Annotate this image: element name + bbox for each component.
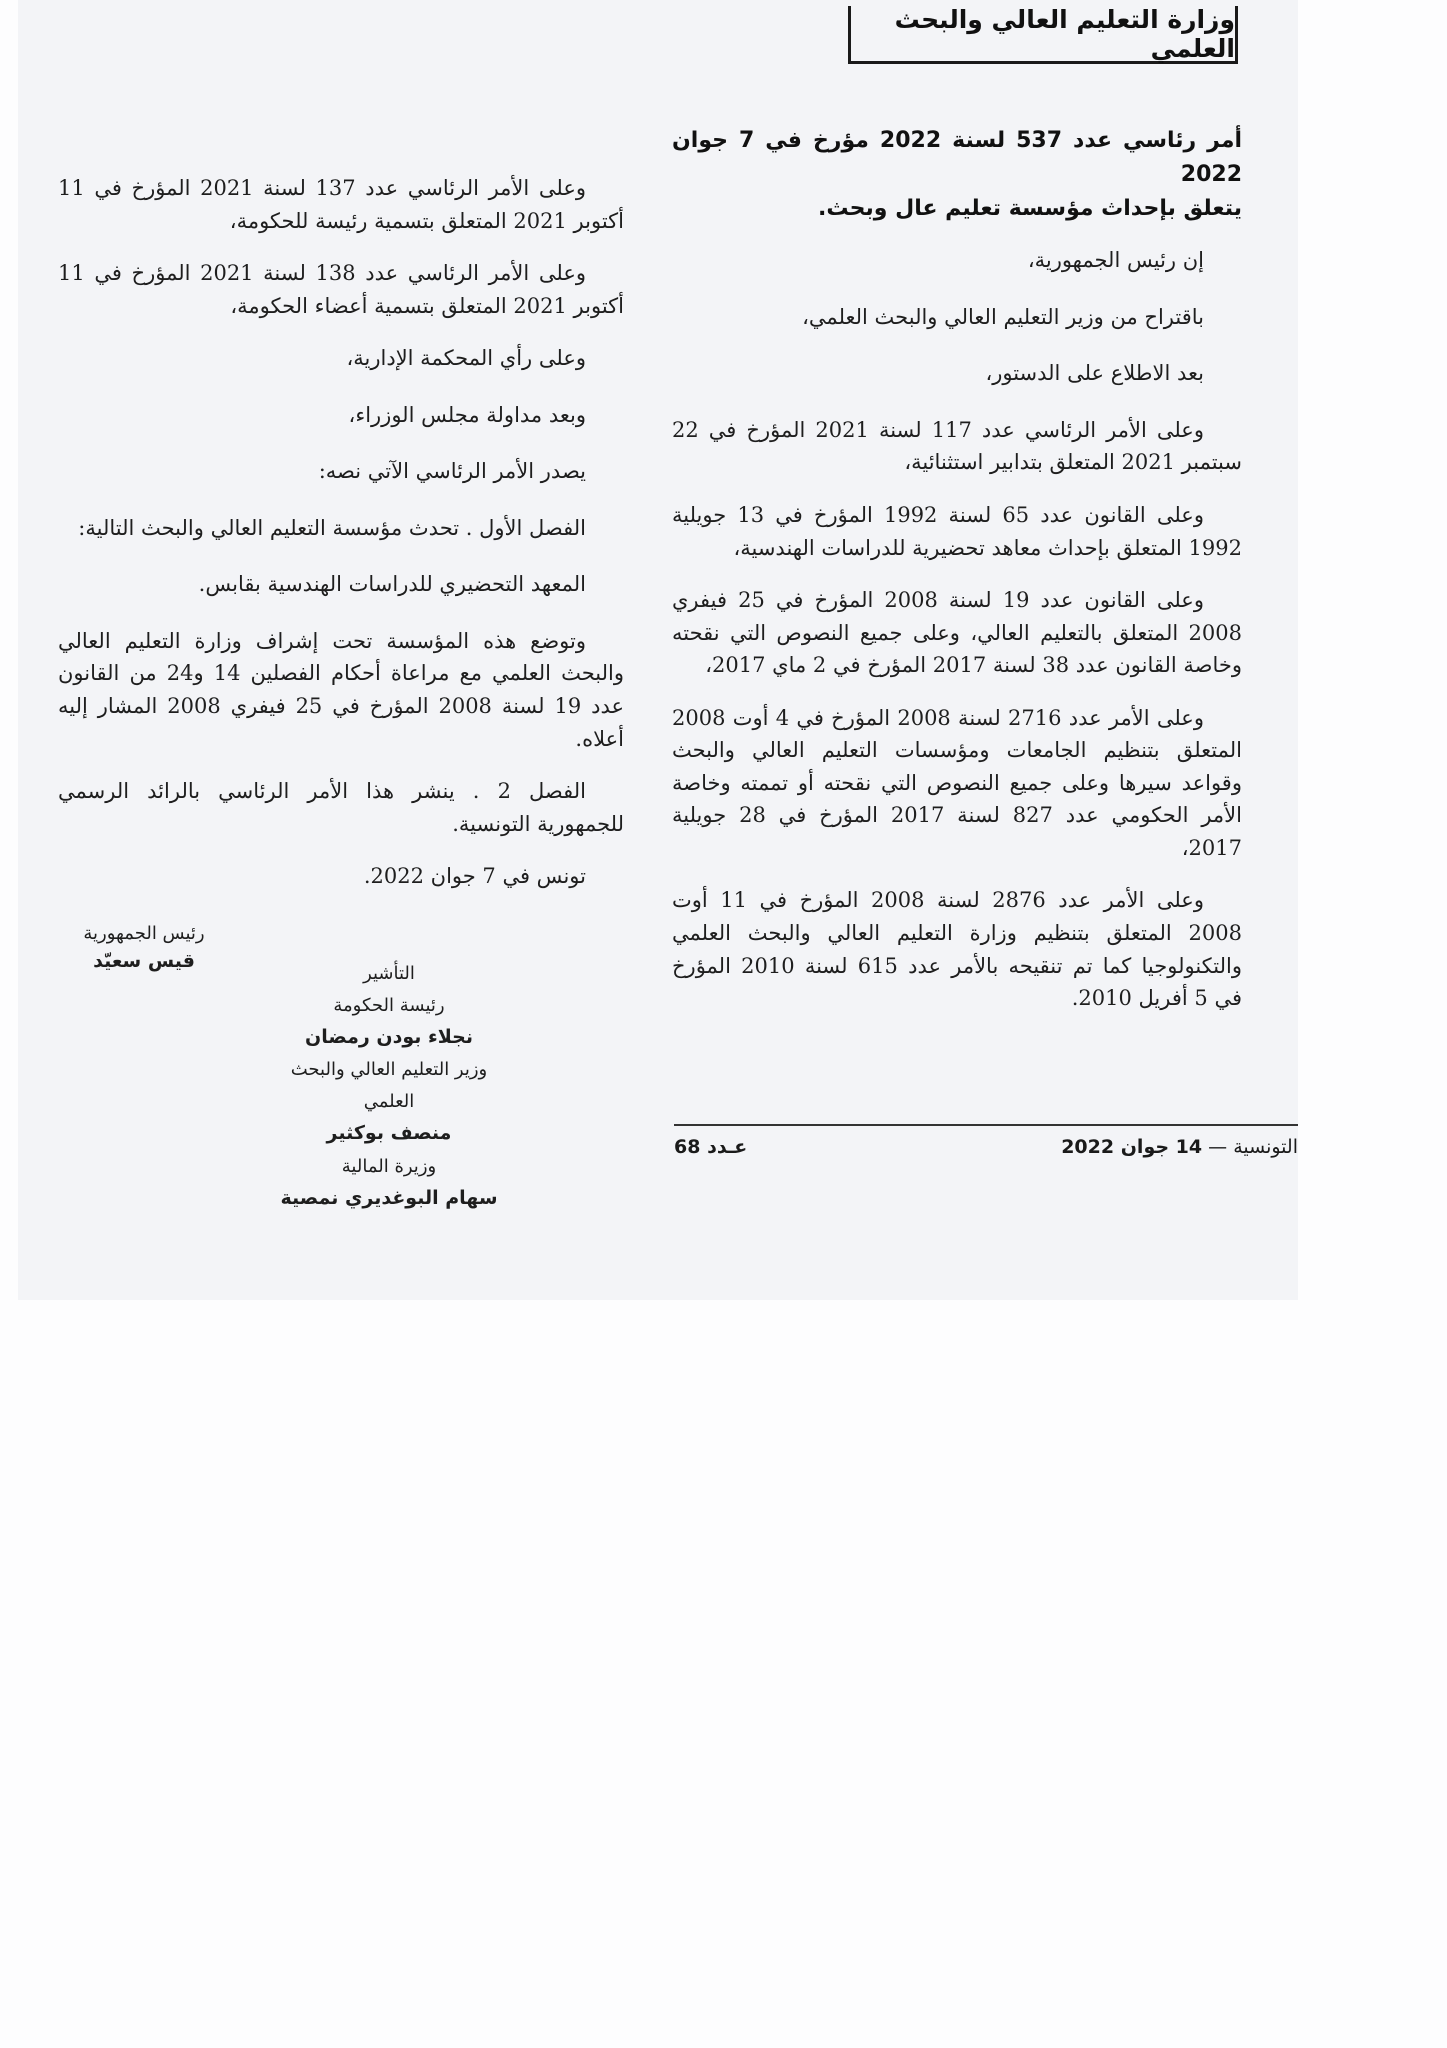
right-paragraph: بعد الاطلاع على الدستور، [985, 361, 1204, 386]
article-2: الفصل 2 . ينشر هذا الأمر الرئاسي بالرائد الرسمي للجمهورية التونسية. [58, 779, 624, 836]
footer-rule [674, 1124, 1298, 1126]
right-column [672, 124, 1242, 1035]
article-1: الفصل الأول . تحدث مؤسسة التعليم العالي والبحث التالية: [78, 515, 586, 540]
finance-name: سهام البوغديري نمصية [280, 1187, 498, 1209]
president-signature [64, 920, 224, 976]
footer-gazette-name: التونسية — [1208, 1136, 1298, 1158]
right-paragraph: وعلى القانون عدد 65 لسنة 1992 المؤرخ في 13 جويلية 1992 المتعلق بإحداث معاهد تحضيرية للدراسات الهندسية، [672, 503, 1242, 560]
left-column [58, 172, 624, 907]
ministry-name: وزارة التعليم العالي والبحث العلمي [894, 4, 1235, 63]
right-paragraph: إن رئيس الجمهورية، [1027, 248, 1204, 273]
minister-name: منصف بوكثير [326, 1122, 452, 1145]
left-paragraph: وعلى الأمر الرئاسي عدد 138 لسنة 2021 المؤرخ في 11 أكتوبر 2021 المتعلق بتسمية أعضاء الحكومة، [58, 261, 624, 318]
left-paragraph: وتوضع هذه المؤسسة تحت إشراف وزارة التعليم العالي والبحث العلمي مع مراعاة أحكام الفصلين 14 و24 من القانون عدد 19 لسنة 2008 المؤرخ في 25 فيفري 2008 المشار إليه أعلاه. [58, 628, 624, 751]
left-paragraph: وبعد مداولة مجلس الوزراء، [348, 402, 586, 427]
pm-title: رئيسة الحكومة [333, 994, 445, 1016]
left-paragraph: وعلى الأمر الرئاسي عدد 137 لسنة 2021 المؤرخ في 11 أكتوبر 2021 المتعلق بتسمية رئيسة للحكومة، [58, 176, 624, 233]
left-paragraph: وعلى رأي المحكمة الإدارية، [346, 346, 586, 371]
page-footer [674, 1136, 1298, 1172]
footer-date: 14 جوان 2022 [1061, 1136, 1203, 1158]
president-title: رئيس الجمهورية [83, 923, 205, 944]
right-paragraph: باقتراح من وزير التعليم العالي والبحث العلمي، [802, 304, 1204, 329]
footer-issue-number: عـدد 68 [674, 1136, 748, 1158]
decree-title-line-2: يتعلق بإحداث مؤسسة تعليم عال وبحث. [818, 196, 1242, 222]
president-name: قيس سعيّد [93, 950, 195, 972]
pm-name: نجلاء بودن رمضان [305, 1026, 473, 1048]
city-date: تونس في 7 جوان 2022. [363, 864, 586, 889]
right-paragraph: وعلى الأمر عدد 2716 لسنة 2008 المؤرخ في 4 أوت 2008 المتعلق بتنظيم الجامعات ومؤسسات التعليم العالي والبحث وقواعد سيرها وعلى جميع النصوص التي نقحته أو تممته وخاصة الأمر الحكومي عدد 827 لسنة 2017 المؤرخ في 28 جويلية 2017، [672, 705, 1242, 860]
countersign-label: التأشير [363, 963, 415, 984]
decree-title-line-1: أمر رئاسي عدد 537 لسنة 2022 مؤرخ في 7 جوان 2022 [672, 128, 1242, 188]
left-paragraph: يصدر الأمر الرئاسي الآتي نصه: [318, 459, 586, 484]
decree-title [672, 124, 1242, 226]
minister-title: وزير التعليم العالي والبحث العلمي [290, 1059, 488, 1112]
finance-title: وزيرة المالية [341, 1155, 437, 1177]
right-paragraph: وعلى الأمر عدد 2876 لسنة 2008 المؤرخ في 11 أوت 2008 المتعلق بتنظيم وزارة التعليم العالي والبحث العلمي والتكنولوجيا كما تم تنقيحه بالأمر عدد 615 لسنة 2010 المؤرخ في 5 أفريل 2010. [672, 888, 1242, 1011]
countersignatures [264, 958, 514, 1215]
footer-gazette [1061, 1136, 1298, 1158]
institution-name: المعهد التحضيري للدراسات الهندسية بقابس. [198, 572, 586, 597]
right-paragraph: وعلى القانون عدد 19 لسنة 2008 المؤرخ في 25 فيفري 2008 المتعلق بالتعليم العالي، وعلى جميع النصوص التي نقحته وخاصة القانون عدد 38 لسنة 2017 المؤرخ في 2 ماي 2017، [672, 588, 1242, 678]
signatures [58, 920, 624, 1260]
ministry-header [848, 6, 1238, 64]
right-paragraph: وعلى الأمر الرئاسي عدد 117 لسنة 2021 المؤرخ في 22 سبتمبر 2021 المتعلق بتدابير استثنائية، [672, 417, 1242, 475]
